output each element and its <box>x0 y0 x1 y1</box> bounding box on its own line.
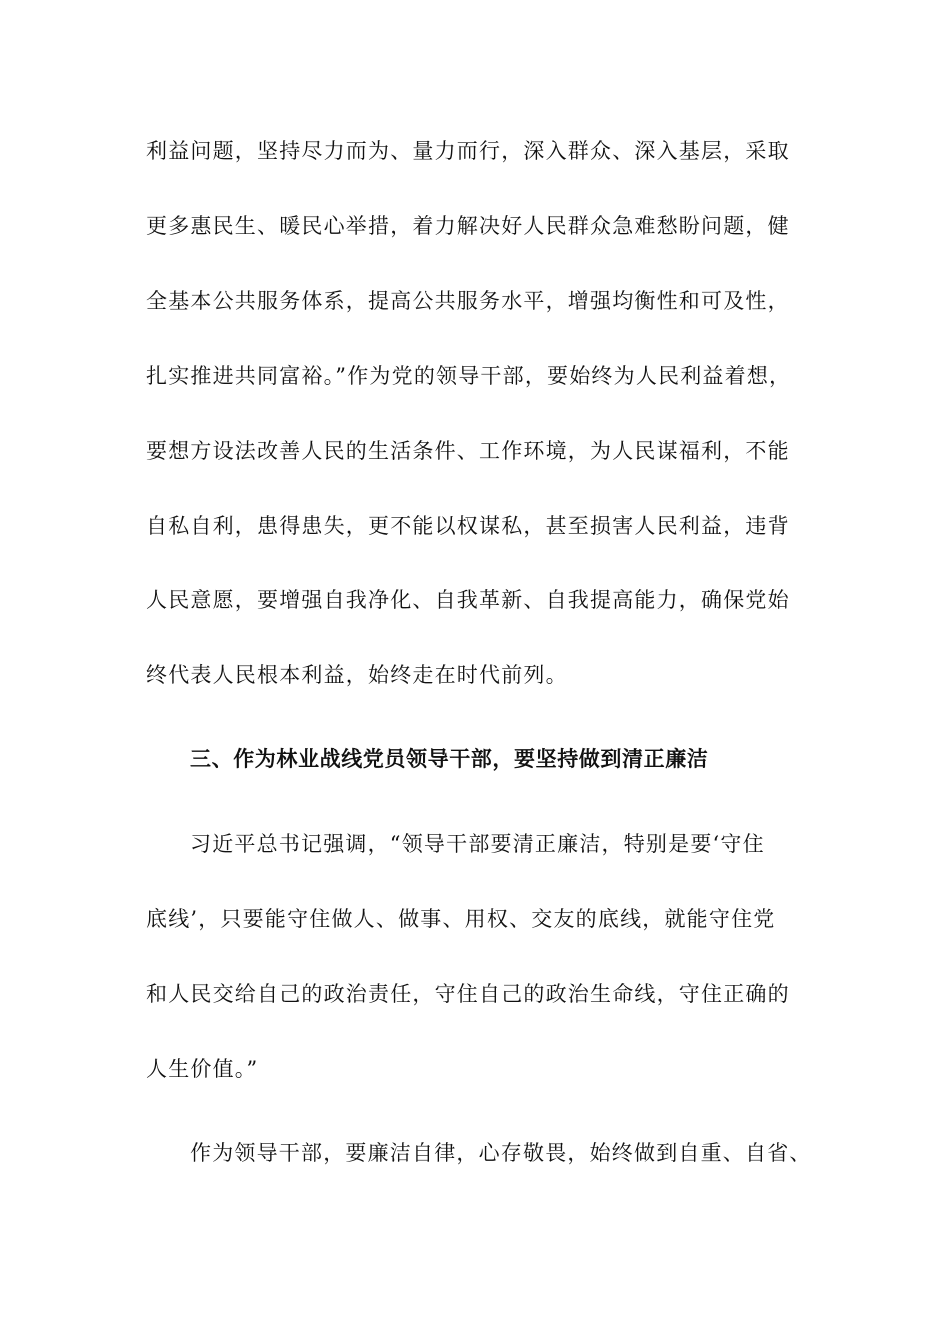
paragraph2-line-3: 和人民交给自己的政治责任，守住自己的政治生命线，守住正确的 <box>146 982 790 1006</box>
paragraph3-line-1: 作为领导干部，要廉洁自律，心存敬畏，始终做到自重、自省、 <box>190 1141 812 1165</box>
paragraph1-line-6: 自私自利，患得患失，更不能以权谋私，甚至损害人民利益，违背 <box>146 514 790 538</box>
paragraph2-line-2: 底线’，只要能守住做人、做事、用权、交友的底线，就能守住党 <box>146 907 776 931</box>
section-heading: 三、作为林业战线党员领导干部，要坚持做到清正廉洁 <box>190 747 709 771</box>
paragraph1-line-3: 全基本公共服务体系，提高公共服务水平，增强均衡性和可及性， <box>146 289 790 313</box>
paragraph1-line-7: 人民意愿，要增强自我净化、自我革新、自我提高能力，确保党始 <box>146 588 790 612</box>
paragraph2-line-4: 人生价值。” <box>146 1057 259 1081</box>
paragraph1-line-4: 扎实推进共同富裕。”作为党的领导干部，要始终为人民利益着想， <box>146 364 792 388</box>
paragraph1-line-5: 要想方设法改善人民的生活条件、工作环境，为人民谋福利，不能 <box>146 439 790 463</box>
paragraph1-line-2: 更多惠民生、暖民心举措，着力解决好人民群众急难愁盼问题，健 <box>146 214 790 238</box>
paragraph2-line-1: 习近平总书记强调，“领导干部要清正廉洁，特别是要‘守住 <box>190 832 765 856</box>
paragraph1-line-8: 终代表人民根本利益，始终走在时代前列。 <box>146 663 568 687</box>
paragraph1-line-1: 利益问题，坚持尽力而为、量力而行，深入群众、深入基层，采取 <box>146 139 790 163</box>
